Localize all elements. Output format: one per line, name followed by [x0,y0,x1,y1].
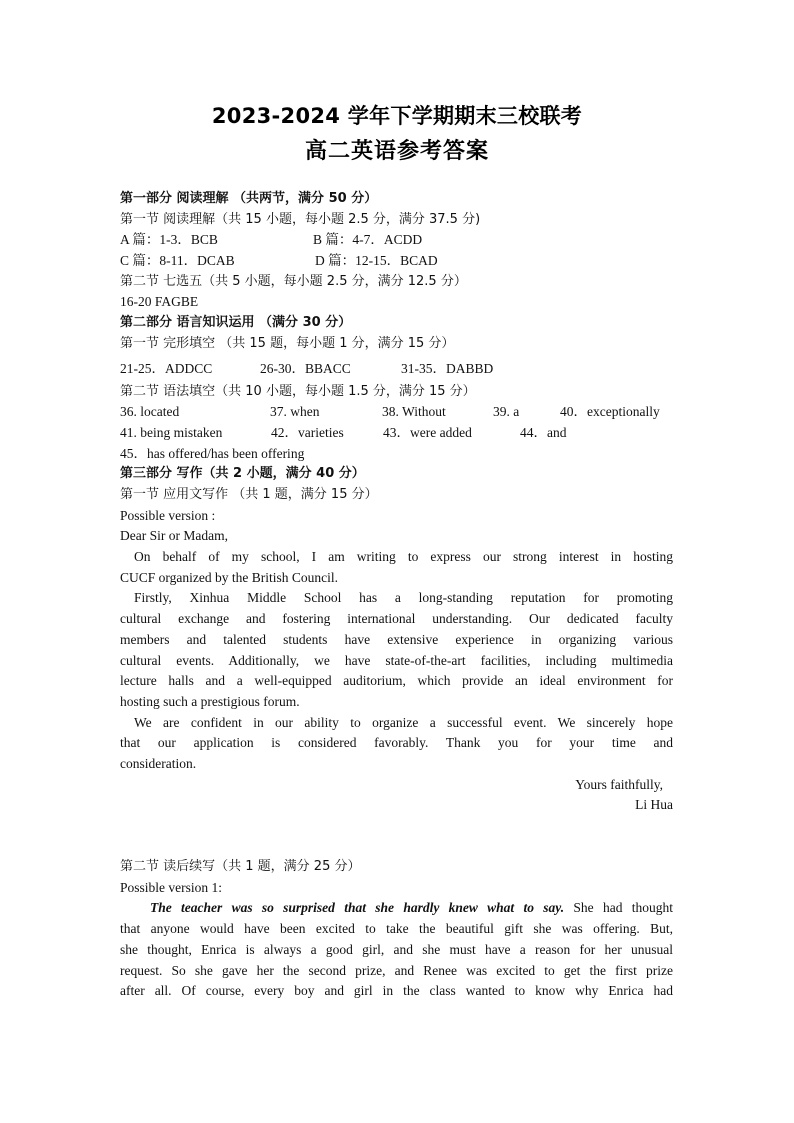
document-title: 2023-2024 学年下学期期末三校联考 [211,104,583,128]
grammar-40: 40．exceptionally [560,404,660,420]
answer-b: B 篇：4-7．ACDD [313,232,423,248]
letter-paragraph-1-line-1: On behalf of my school, I am writing to express our strong interest in hosting [134,549,673,564]
continuation-opening-sentence: The teacher was so surprised that she hardly knew what to say. [150,900,565,916]
answer-c: C 篇：8-11．DCAB [120,253,235,269]
document-subtitle: 高二英语参考答案 [304,139,489,164]
section2-answers: 16-20 FAGBE [120,294,199,310]
grammar-row-2 [120,423,673,444]
letter-closing: Yours faithfully, [575,776,663,792]
grammar-row-1 [120,402,673,423]
continuation-line-1-rest: She had thought [564,900,673,916]
letter-paragraph-2-line-6: hosting such a prestigious forum. [120,693,300,709]
grammar-38: 38. Without [382,404,446,420]
spacer [120,816,673,857]
continuation-line-3: she thought, Enrica is always a good girl, and she must have a reason for her unusual [120,941,673,957]
grammar-45: 45．has offered/has been offering [120,445,305,461]
cloze-31-35: 31-35．DABBD [401,360,494,376]
cloze-answers-row [120,355,673,382]
possible-version-label: Possible version : [120,507,216,523]
grammar-42: 42．varieties [271,424,344,440]
letter-greeting: Dear Sir or Madam, [120,528,228,544]
grammar-39: 39. a [493,404,520,420]
letter-paragraph-2-line-5: lecture halls and a well-equipped auditorium, which provide an ideal environment for [120,673,673,689]
answer-row-cd [120,251,673,272]
answer-d: D 篇：12-15．BCAD [315,253,438,269]
grammar-36: 36. located [120,404,180,420]
letter-paragraph-2-line-2: cultural exchange and fostering international understanding. Our dedicated faculty [120,611,673,627]
grammar-44: 44．and [520,424,567,440]
letter-paragraph-1-line-2: CUCF organized by the British Council. [120,569,338,585]
letter-paragraph-3-line-1: We are confident in our ability to organize a successful event. We sincerely hope [134,714,673,730]
answer-a: A 篇：1-3．BCB [120,232,218,248]
part3-section2-heading: 第二节 读后续写（共 1 题，满分 25 分） [120,859,361,875]
part2-section2-heading: 第二节 语法填空（共 10 小题，每小题 1.5 分，满分 15 分） [120,383,476,399]
letter-paragraph-2-line-4: cultural events. Additionally, we have state-of-the-art facilities, including multimedia [120,652,673,668]
grammar-41: 41. being mistaken [120,424,223,440]
letter-signature: Li Hua [635,797,673,813]
part2-section1-heading: 第一节 完形填空 （共 15 题，每小题 1 分，满分 15 分） [120,335,455,351]
letter-paragraph-2-line-3: members and talented students have extensive experience in organizing various [120,631,673,647]
letter-paragraph-3-line-3: consideration. [120,756,197,772]
continuation-line-5: after all. Of course, every boy and girl in the class wanted to know why Enrica had [120,983,673,999]
letter-paragraph-2-line-1: Firstly, Xinhua Middle School has a long-standing reputation for promoting [134,590,673,606]
part1-heading: 第一部分 阅读理解 （共两节，满分 50 分） [120,191,378,206]
part3-heading: 第三部分 写作（共 2 小题，满分 40 分） [120,466,365,482]
grammar-37: 37. when [270,404,320,420]
cloze-26-30: 26-30．BBACC [260,360,351,376]
answer-row-ab [120,230,673,251]
part3-section1-heading: 第一节 应用文写作 （共 1 题，满分 15 分） [120,486,378,502]
letter-paragraph-3-line-2: that our application is considered favorably. Thank you for your time and [120,735,673,751]
continuation-line-1 [120,898,673,919]
document-body [120,189,673,1002]
part2-heading: 第二部分 语言知识运用 （满分 30 分） [120,315,352,331]
grammar-43: 43．were added [383,424,472,440]
continuation-line-4: request. So she gave her the second prize, and Renee was excited to get the first prize [120,962,673,978]
part1-section1-heading: 第一节 阅读理解（共 15 小题，每小题 2.5 分，满分 37.5 分) [120,211,481,227]
cloze-21-25: 21-25．ADDCC [120,360,213,376]
part1-section2-heading: 第二节 七选五（共 5 小题，每小题 2.5 分，满分 12.5 分） [120,273,467,289]
possible-version-1-label: Possible version 1: [120,879,223,895]
continuation-line-2: that anyone would have been excited to take the beautiful gift she was offering. But, [120,921,673,937]
